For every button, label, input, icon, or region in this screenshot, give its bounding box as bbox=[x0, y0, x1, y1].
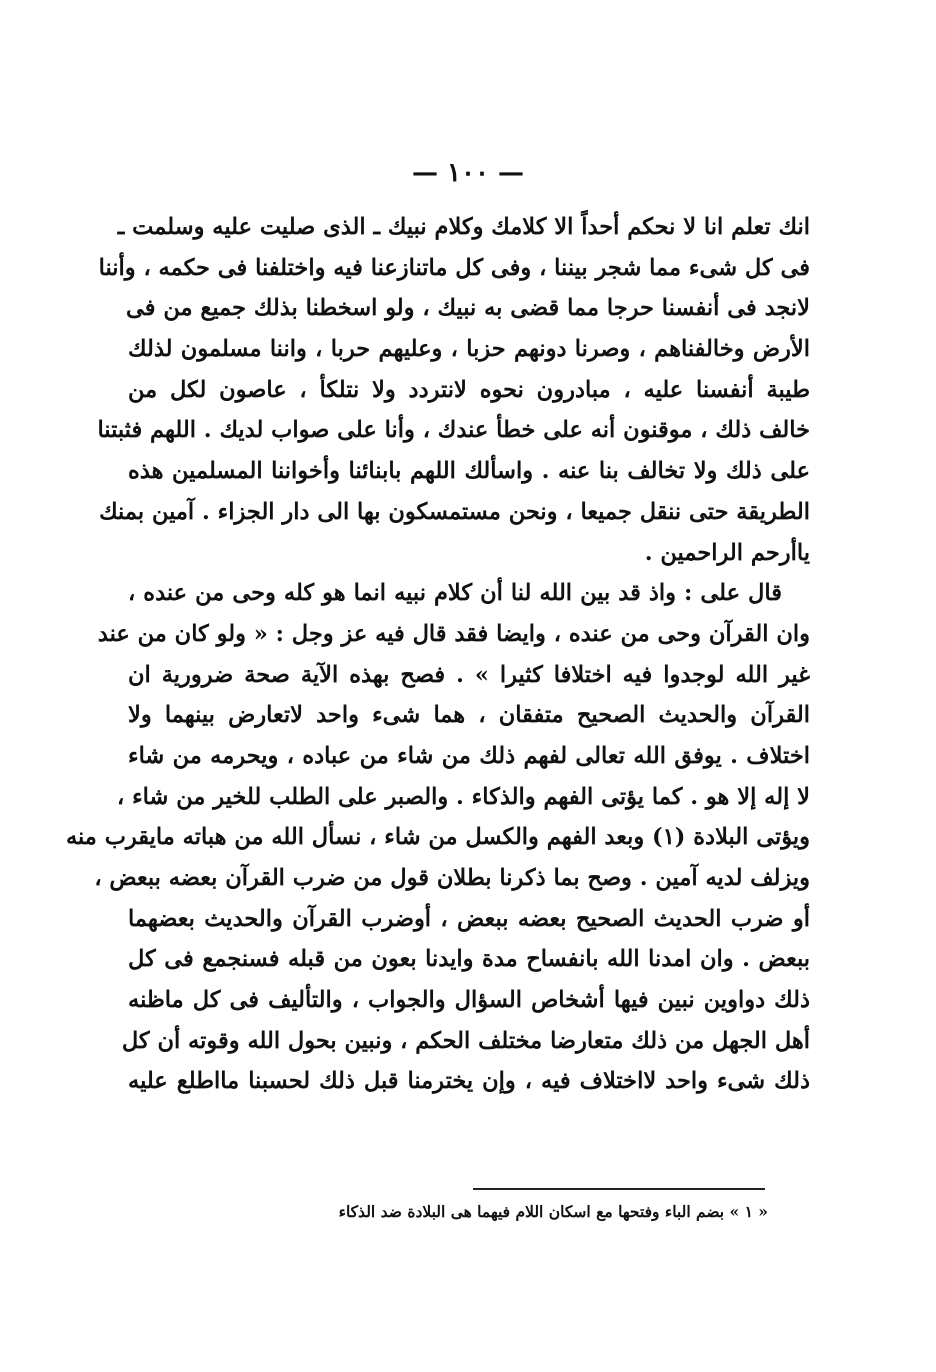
text-line: خالف ذلك ، موقنون أنه على خطأ عندك ، وأنا على صواب لديك . اللهم فثبتنا bbox=[97, 417, 810, 444]
footnote-divider bbox=[473, 1188, 765, 1190]
text-line: طيبة أنفسنا عليه ، مبادرون نحوه لانتردد ولا نتلكأ ، عاصون لكل من bbox=[128, 376, 810, 403]
text-line: ببعض . وان امدنا الله بانفساح مدة وايدنا بعون من قبله فسنجمع فى كل bbox=[128, 946, 810, 973]
text-line: ذلك دواوين نبين فيها أشخاص السؤال والجواب ، والتأليف فى كل ماظنه bbox=[128, 987, 810, 1014]
page-number: — ١٠٠ — bbox=[411, 158, 525, 188]
text-line: قال على : واذ قد بين الله لنا أن كلام نبيه انما هو كله وحى من عنده ، bbox=[128, 580, 782, 607]
paragraph-2 bbox=[65, 573, 810, 1102]
text-line: الطريقة حتى ننقل جميعا ، ونحن مستمسكون بها الى دار الجزاء . آمين بمنك bbox=[99, 498, 810, 525]
text-line: على ذلك ولا تخالف بنا عنه . واسألك اللهم بابنائنا وأخواننا المسلمين هذه bbox=[128, 458, 810, 485]
text-line: غير الله لوجدوا فيه اختلافا كثيرا » . فصح بهذه الآية صحة ضرورية ان bbox=[128, 661, 810, 688]
text-line: ويزلف لديه آمين . وصح بما ذكرنا بطلان قول من ضرب القرآن بعضه ببعض ، bbox=[94, 865, 810, 891]
main-text bbox=[65, 207, 810, 1102]
text-line: لانجد فى أنفسنا حرجا مما قضى به نبيك ، ولو اسخطنا بذلك جميع من فى bbox=[126, 295, 810, 322]
text-line: الأرض وخالفناهم ، وصرنا دونهم حزبا ، وعليهم حربا ، واننا مسلمون لذلك bbox=[128, 336, 810, 363]
footnote: « ١ » بضم الباء وفتحها مع اسكان اللام فيهما هى البلادة ضد الذكاء bbox=[338, 1202, 768, 1221]
text-line: ذلك شىء واحد لااختلاف فيه ، وإن يخترمنا قبل ذلك لحسبنا مااطلع عليه bbox=[128, 1068, 810, 1095]
text-line: انك تعلم انا لا نحكم أحداً الا كلامك وكلام نبيك ـ الذى صليت عليه وسلمت ـ bbox=[117, 214, 810, 240]
text-line: أو ضرب الحديث الصحيح بعضه ببعض ، أوضرب القرآن والحديث بعضهما bbox=[128, 905, 810, 932]
text-line: لا إله إلا هو . كما يؤتى الفهم والذكاء . والصبر على الطلب للخير من شاء ، bbox=[117, 783, 810, 810]
paragraph-1 bbox=[97, 207, 810, 573]
text-line: فى كل شىء مما شجر بيننا ، وفى كل ماتنازعنا فيه واختلفنا فى حكمه ، وأننا bbox=[98, 254, 810, 281]
text-line: ياأرحم الراحمين . bbox=[644, 539, 810, 566]
text-line: اختلاف . يوفق الله تعالى لفهم ذلك من شاء من عباده ، ويحرمه من شاء bbox=[128, 742, 810, 769]
text-line: أهل الجهل من ذلك متعارضا مختلف الحكم ، ونبين بحول الله وقوته أن كل bbox=[121, 1027, 810, 1054]
text-line: ويؤتى البلادة (١) وبعد الفهم والكسل من شاء ، نسأل الله من هباته مايقرب منه bbox=[65, 824, 810, 851]
text-line: وان القرآن وحى من عنده ، وايضا فقد قال فيه عز وجل : « ولو كان من عند bbox=[97, 620, 810, 647]
text-line: القرآن والحديث الصحيح متفقان ، هما شىء واحد لاتعارض بينهما ولا bbox=[128, 702, 810, 729]
